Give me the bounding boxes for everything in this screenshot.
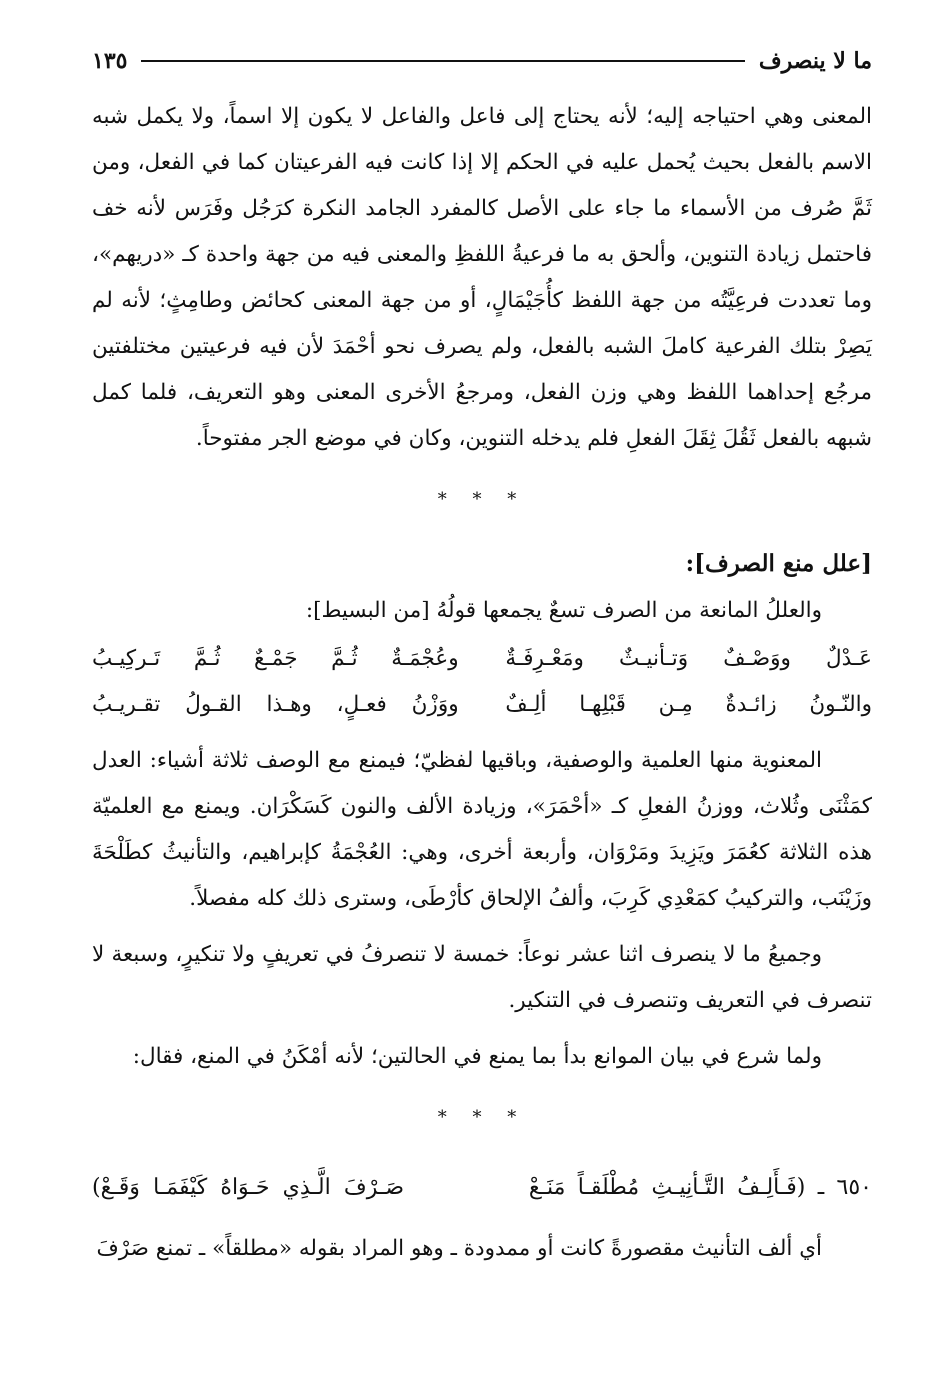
paragraph-4: ولما شرع في بيان الموانع بدأ بما يمنع في الحالتين؛ لأنه أمْكَنُ في المنع، فقال: xyxy=(132,1044,822,1069)
book-page xyxy=(92,38,872,1272)
verse-number: ٦٥٠ ـ xyxy=(817,1175,872,1200)
page-number: ١٣٥ xyxy=(92,48,128,74)
running-header xyxy=(92,38,872,84)
separator-stars: * * * xyxy=(437,489,527,510)
header-rule xyxy=(141,60,744,62)
chapter-title: ما لا ينصرف xyxy=(758,48,872,74)
verse-hemistich-second: صَـرْفَ الَّـذِي حَـوَاهُ كَيْفَمَـا وَقَـعْ) xyxy=(92,1175,404,1200)
verse-hemistich-first: عَـدْلٌ ووَصْـفٌ وَتـأنيـثٌ ومَعْـرِفَـةٌ xyxy=(505,646,872,671)
paragraph-3: وجميعُ ما لا ينصرف اثنا عشر نوعاً: خمسة لا تنصرفُ في تعريفٍ ولا تنكيرٍ، وسبعة لا تنصرف في التعريف وتنصرف في التنكير. xyxy=(92,942,872,1013)
section-heading: [علل منع الصرف]: xyxy=(685,550,872,577)
verse-block xyxy=(92,636,872,728)
paragraph-1: المعنى وهي احتياجه إليه؛ لأنه يحتاج إلى فاعل والفاعل لا يكون إلا اسماً، ولا يكمل شبه الاسم بالفعل بحيث يُحمل عليه في الحكم إلا إذا كانت فيه الفرعيتان كما في الفعل، ومن ثَمَّ صُرف من الأسماء ما جاء على الأصل كالمفرد الجامد النكرة كرَجُل وفَرَس لأنه خف فاحتمل زيادة التنوين، وألحق به ما فرعيةُ اللفظِ والمعنى فيه من جهة واحدة كـ «دريهم»، وما تعددت فرعِيَّتُه من جهة اللفظ كأُجَيْمَالٍ، أو من جهة المعنى كحائض وطامِثٍ؛ لأنه لم يَصِرْ بتلك الفرعية كاملَ الشبه بالفعل، ولم يصرف نحو أحْمَدَ لأن فيه فرعيتين مختلفتين مرجُع إحداهما اللفظ وهي وزن الفعل، ومرجعُ الأخرى المعنى وهو التعريف، فلما كمل شبهه بالفعل ثَقُلَ ثِقَلَ الفعلِ فلم يدخله التنوين، وكان في موضع الجر مفتوحاً. xyxy=(92,104,872,451)
verse-line xyxy=(92,636,872,682)
paragraph-2: المعنوية منها العلمية والوصفية، وباقيها لفظيّ؛ فيمنع مع الوصف ثلاثة أشياء: العدل كمَثْنَى وثُلاث، ووزنُ الفعلِ كـ «أحْمَرَ»، وزيادة الألف والنون كَسَكْرَان. ويمنع مع العلميّة هذه الثلاثة كعُمَرَ ويَزِيدَ ومَرْوَان، وأربعة أخرى، وهي: العُجْمَةُ كإبراهيم، والتأنيثُ كطَلْحَةَ وزَيْنَب، والتركيبُ كمَعْدِي كَرِبَ، وألفُ الإلحاق كأرْطَى، وسترى ذلك كله مفصلاً. xyxy=(92,748,872,911)
verse-hemistich-first: والنّـونُ زائـدةٌ مِـن قَبْلِهـا ألِـفٌ xyxy=(505,692,872,717)
intro-line: والعللُ المانعة من الصرف تسعٌ يجمعها قولُهُ [من البسيط]: xyxy=(305,598,822,623)
verse-hemistich-second: ووَزْنُ فعـلٍ، وهـذا القـولُ تقـريـبُ xyxy=(92,692,459,717)
verse-hemistich-second: وعُجْمَـةٌ ثُـمَّ جَمْـعٌ ثُـمَّ تَـركِيـبُ xyxy=(92,646,459,671)
verse-line xyxy=(92,682,872,728)
separator-stars: * * * xyxy=(437,1107,527,1128)
alfiyya-verse xyxy=(92,1164,872,1212)
commentary-paragraph: أي ألف التأنيث مقصورةً كانت أو ممدودة ـ وهو المراد بقوله «مطلقاً» ـ تمنع صَرْفَ xyxy=(96,1236,822,1261)
verse-hemistich-first: ٦٥٠ ـ (فَـأَلِـفُ التَّـأنِيـثِ مُطْلَقـاً مَنَـعْ xyxy=(528,1175,872,1200)
